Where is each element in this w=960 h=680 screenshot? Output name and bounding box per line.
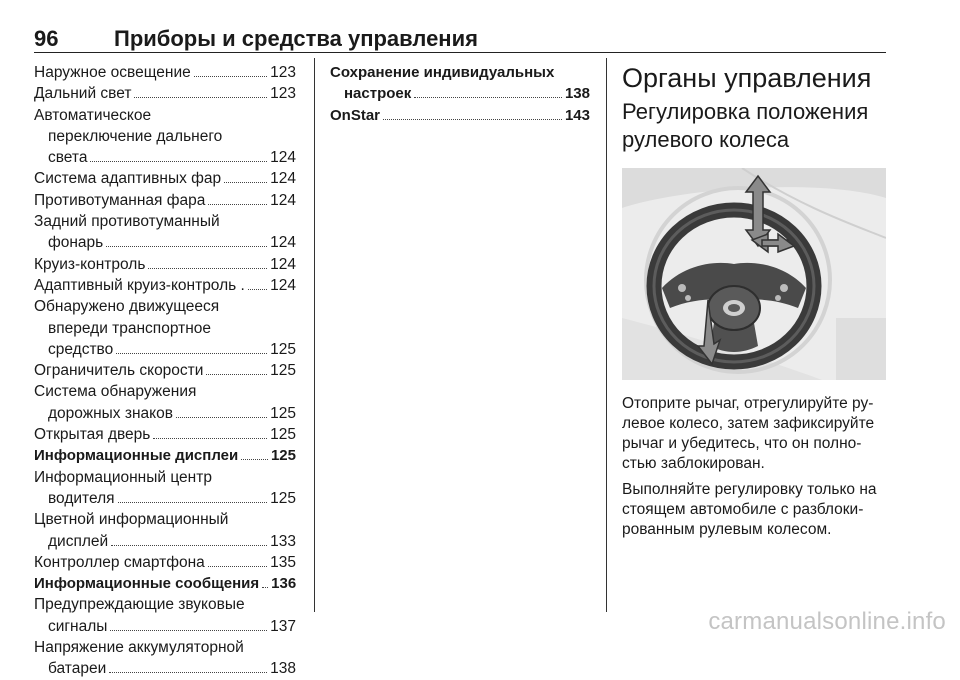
- toc-line: [34, 275, 296, 296]
- dot-leader: [414, 97, 562, 98]
- toc-column-2: [330, 62, 590, 126]
- toc-entry: [34, 445, 296, 466]
- toc-entry: [34, 637, 296, 680]
- toc-entry-title: Автоматическое: [34, 106, 152, 124]
- toc-line: [34, 190, 296, 211]
- toc-page-number: 138: [564, 85, 590, 103]
- dot-leader: [194, 76, 267, 77]
- toc-entry: [34, 105, 296, 169]
- dot-leader: [106, 246, 267, 247]
- dot-leader: [153, 438, 267, 439]
- toc-line: [34, 147, 296, 168]
- toc-page-number: 125: [270, 362, 296, 380]
- dot-leader: [110, 630, 267, 631]
- toc-line: [34, 509, 296, 530]
- dot-leader: [224, 182, 267, 183]
- toc-line: [330, 83, 590, 104]
- steering-wheel-adjustment-icon: [622, 168, 886, 380]
- paragraph-line: Выполняйте регулировку только на: [622, 481, 877, 498]
- toc-entry-title: Круиз-контроль: [34, 255, 146, 273]
- toc-entry-title: переключение дальнего: [48, 127, 223, 145]
- toc-page-number: 125: [270, 426, 296, 444]
- toc-line: [34, 658, 296, 679]
- instruction-paragraph: [622, 394, 886, 474]
- toc-entry-title: Предупреждающие звуковые: [34, 596, 245, 614]
- toc-line: [34, 637, 296, 658]
- toc-page-number: 143: [564, 106, 590, 124]
- subsection-title-line: рулевого колеса: [622, 127, 790, 152]
- toc-entry: [34, 211, 296, 254]
- toc-page-number: 125: [270, 404, 296, 422]
- toc-page-number: 124: [270, 276, 296, 294]
- toc-line: [34, 531, 296, 552]
- toc-page-number: 136: [271, 575, 296, 593]
- toc-entry-title: Адаптивный круиз-контроль .: [34, 276, 245, 294]
- toc-entry-title: впереди транспортное: [48, 319, 211, 337]
- toc-line: [34, 552, 296, 573]
- toc-entry-title: Ограничитель скорости: [34, 362, 204, 380]
- toc-page-number: 125: [270, 447, 296, 465]
- toc-entry-title: Цветной информационный: [34, 511, 229, 529]
- toc-entry-title: Обнаружено движущееся: [34, 298, 220, 316]
- toc-line: [34, 403, 296, 424]
- toc-line: [34, 445, 296, 466]
- dot-leader: [118, 502, 268, 503]
- section-column: [622, 62, 886, 540]
- toc-line: [34, 83, 296, 104]
- toc-entry-title: настроек: [344, 85, 412, 103]
- toc-line: [34, 318, 296, 339]
- dot-leader: [111, 545, 267, 546]
- dot-leader: [148, 268, 267, 269]
- toc-line: [34, 360, 296, 381]
- subsection-title: [622, 98, 886, 154]
- toc-entry: [34, 381, 296, 424]
- paragraph-line: стоящем автомобиле с разблоки-: [622, 501, 864, 518]
- toc-line: [34, 105, 296, 126]
- toc-line: [34, 488, 296, 509]
- toc-entry: [330, 105, 590, 126]
- toc-entry-title: Противотуманная фара: [34, 191, 206, 209]
- toc-entry: [34, 594, 296, 637]
- toc-page-number: 124: [270, 149, 296, 167]
- toc-entry-title: света: [48, 149, 88, 167]
- dot-leader: [262, 587, 268, 588]
- toc-entry: [34, 424, 296, 445]
- page-number: 96: [34, 26, 59, 51]
- subsection-title-line: Регулировка положения: [622, 99, 869, 124]
- toc-line: [34, 62, 296, 83]
- toc-page-number: 137: [270, 617, 296, 635]
- toc-entry-title: Напряжение аккумуляторной: [34, 639, 244, 657]
- toc-line: [34, 594, 296, 615]
- toc-entry: [34, 552, 296, 573]
- toc-page-number: 138: [270, 660, 296, 678]
- toc-entry-title: Наружное освещение: [34, 64, 191, 81]
- section-title: Органы управления: [622, 63, 872, 93]
- toc-entry: [34, 275, 296, 296]
- toc-entry-title: Система обнаружения: [34, 383, 197, 401]
- toc-entry: [330, 62, 590, 105]
- toc-entry-title: водителя: [48, 489, 115, 507]
- toc-line: [34, 616, 296, 637]
- toc-line: [34, 339, 296, 360]
- toc-line: [34, 168, 296, 189]
- dot-leader: [208, 204, 267, 205]
- toc-line: [330, 105, 590, 126]
- toc-line: [34, 424, 296, 445]
- dot-leader: [241, 459, 268, 460]
- toc-page-number: 124: [270, 170, 296, 188]
- toc-entry-title: Информационный центр: [34, 468, 212, 486]
- paragraph-line: левое колесо, затем зафиксируйте: [622, 415, 875, 432]
- caution-paragraph: [622, 480, 886, 540]
- toc-line: [330, 62, 590, 83]
- toc-entry-title: Контроллер смартфона: [34, 553, 205, 571]
- toc-page-number: 133: [270, 532, 296, 550]
- toc-line: [34, 254, 296, 275]
- dot-leader: [248, 289, 267, 290]
- toc-entry: [34, 509, 296, 552]
- toc-line: [34, 126, 296, 147]
- dot-leader: [206, 374, 267, 375]
- toc-line: [34, 232, 296, 253]
- dot-leader: [134, 97, 267, 98]
- toc-entry-title: Задний противотуманный: [34, 213, 220, 231]
- toc-entry-title: Дальний свет: [34, 85, 132, 103]
- toc-entry-title: фонарь: [48, 234, 104, 252]
- toc-page-number: 124: [270, 255, 296, 273]
- toc-entry-title: Информационные сообщения: [34, 575, 260, 593]
- paragraph-line: рованным рулевым колесом.: [622, 521, 832, 538]
- toc-page-number: 124: [270, 234, 296, 252]
- toc-entry-title: Открытая дверь: [34, 426, 151, 444]
- paragraph-line: рычаг и убедитесь, что он полно-: [622, 435, 862, 452]
- toc-entry-title: Информационные дисплеи: [34, 447, 239, 465]
- toc-page-number: 123: [270, 64, 296, 81]
- dot-leader: [109, 672, 267, 673]
- watermark: carmanualsonline.info: [708, 608, 946, 635]
- toc-page-number: 123: [270, 85, 296, 103]
- dot-leader: [116, 353, 267, 354]
- toc-entry-title: батареи: [48, 660, 107, 678]
- toc-entry: [34, 83, 296, 104]
- toc-page-number: 125: [270, 489, 296, 507]
- toc-entry: [34, 168, 296, 189]
- dot-leader: [176, 417, 267, 418]
- toc-line: [34, 296, 296, 317]
- column-divider: [314, 58, 315, 612]
- toc-entry-title: сигналы: [48, 617, 108, 635]
- steering-wheel-illustration: [622, 168, 886, 380]
- toc-entry: [34, 573, 296, 594]
- toc-entry-title: средство: [48, 340, 114, 358]
- toc-page-number: 135: [270, 553, 296, 571]
- chapter-title: Приборы и средства управления: [114, 26, 478, 51]
- toc-entry: [34, 190, 296, 211]
- page-header: [34, 26, 886, 53]
- toc-entry: [34, 62, 296, 83]
- column-divider: [606, 58, 607, 612]
- toc-entry: [34, 360, 296, 381]
- toc-line: [34, 467, 296, 488]
- toc-line: [34, 573, 296, 594]
- paragraph-line: Отоприте рычаг, отрегулируйте ру-: [622, 395, 874, 412]
- dot-leader: [90, 161, 267, 162]
- toc-entry-title: OnStar: [330, 106, 381, 124]
- toc-entry-title: Сохранение индивидуальных: [330, 64, 555, 81]
- toc-entry: [34, 254, 296, 275]
- dot-leader: [208, 566, 267, 567]
- toc-column-1: [34, 62, 296, 680]
- toc-line: [34, 211, 296, 232]
- toc-page-number: 125: [270, 340, 296, 358]
- paragraph-line: стью заблокирован.: [622, 455, 765, 472]
- toc-entry: [34, 467, 296, 510]
- toc-entry: [34, 296, 296, 360]
- toc-entry-title: дисплей: [48, 532, 109, 550]
- dot-leader: [383, 119, 562, 120]
- toc-entry-title: дорожных знаков: [48, 404, 173, 422]
- toc-page-number: 124: [270, 191, 296, 209]
- toc-entry-title: Система адаптивных фар: [34, 170, 222, 188]
- toc-line: [34, 381, 296, 402]
